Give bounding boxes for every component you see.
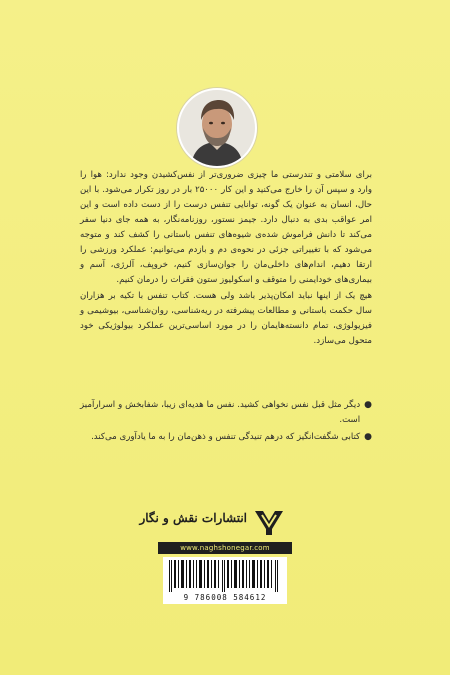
highlight-text: کتابی شگفت‌انگیز که درهم تنیدگی تنفس و ذهن‌مان را به ما یادآوری می‌کند. — [91, 432, 361, 442]
publisher-website: www.naghshonegar.com — [158, 542, 292, 554]
description-paragraph-1: برای سلامتی و تندرستی ما چیزی ضروری‌تر از نفس‌کشیدن وجود ندارد: هوا را وارد و سپس آن را خارج می‌کنید و این کار ۲۵۰۰۰ بار در روز تکرار می‌شود. با این حال، انسان به عنوان یک گونه، توانایی تنفس درست را از دست داده است و این امر عواقب بدی به دنبال دارد. جیمز نستور، روزنامه‌نگار، به همه جای دنیا سفر می‌کند تا دانش فراموش شده‌ی شیوه‌های تنفس باستانی را کشف کند و متوجه می‌شود که با تغییراتی جزئی در نحوه‌ی دم و بازدم می‌توانیم: عملکرد ورزشی را ارتقا دهیم، اندام‌های داخلی‌مان را جوان‌سازی کنیم، خروپف، آلرژی، آسم و بیماری‌های خودایمنی را متوقف و اسکولیوز ستون فقرات را درمان کنیم. — [80, 170, 372, 285]
bullet-dot-icon: ● — [364, 432, 372, 442]
bullet-dot-icon: ● — [364, 400, 372, 410]
highlight-item — [80, 430, 372, 445]
author-photo — [177, 88, 257, 168]
publisher-logo-icon — [253, 507, 285, 537]
barcode — [163, 557, 287, 604]
highlight-text: دیگر مثل قبل نفس نخواهی کشید. نفس ما هدیه‌ای زیبا، شفابخش و اسرارآمیز است. — [80, 400, 361, 425]
highlight-list — [80, 398, 372, 447]
isbn-number: 9 786008 584612 — [183, 593, 267, 602]
description-paragraph-2: هیچ یک از اینها نباید امکان‌پذیر باشد ولی هست. کتاب تنفس با تکیه بر هزاران سال حکمت باستانی و مطالعات پیشرفته در ریه‌شناسی، روان‌شناسی، بیوشیمی و فیزیولوژی، تمام دانسته‌هایمان را در مورد اساسی‌ترین عملکرد بیولوژیکی خود متحول می‌سازد. — [80, 291, 372, 346]
book-description — [80, 168, 372, 350]
highlight-item — [80, 398, 372, 428]
barcode-bars — [169, 560, 281, 592]
publisher-logo — [139, 505, 285, 540]
publisher-name: انتشارات نقش و نگار — [139, 511, 247, 525]
